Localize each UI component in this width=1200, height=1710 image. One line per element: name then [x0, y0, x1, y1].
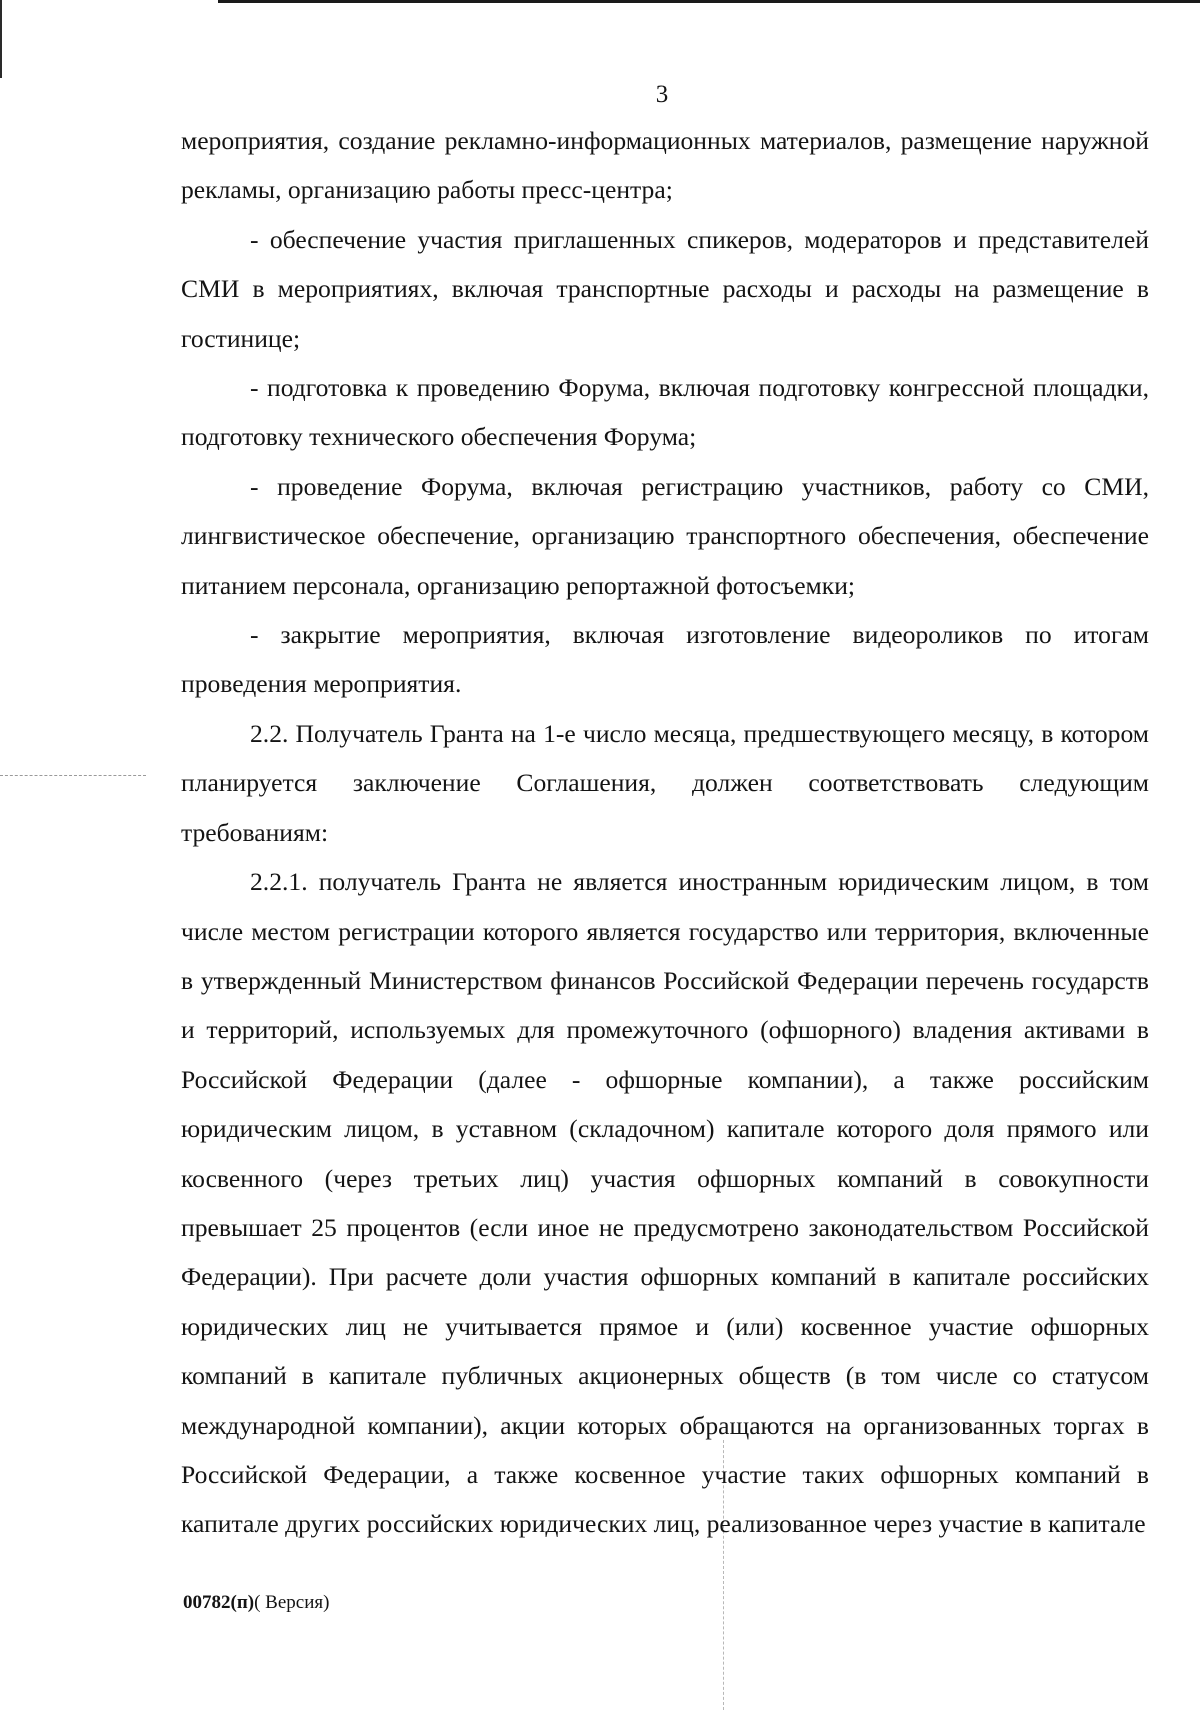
footer-code-number: 00782(п) [183, 1592, 255, 1613]
paragraph-4: - проведение Форума, включая регистрацию участников, работу со СМИ, лингвистическое обеспечение, организацию транспортного обеспечения, обеспечение питанием персонала, организацию репортажной фотосъемки; [181, 471, 1149, 600]
paragraph-7: 2.2.1. получатель Гранта не является иностранным юридическим лицом, в том числе местом регистрации которого является государство или территория, включенные в утвержденный Министерством финансов Российской Федерации перечень государств и территорий, используемых для промежуточного (офшорного) владения активами в Российской Федерации (далее - офшорные компании), а также российским юридическим лицом, в уставном (складочном) капитале которого доля прямого или косвенного (через третьих лиц) участия офшорных компаний в совокупности превышает 25 процентов (если иное не предусмотрено законодательством Российской Федерации). При расчете доли участия офшорных компаний в капитале российских юридических лиц не учитывается прямое и (или) косвенное участие офшорных компаний в капитале публичных акционерных обществ (в том числе со статусом международной компании), акции которых обращаются на организованных торгах в Российской Федерации, а также косвенное участие таких офшорных компаний в капитале других российских юридических лиц, реализованное через участие в капитале [181, 867, 1149, 1539]
paragraph-5: - закрытие мероприятия, включая изготовление видеороликов по итогам проведения мероприятия. [181, 620, 1149, 699]
paragraph-1: мероприятия, создание рекламно-информационных материалов, размещение наружной рекламы, организацию работы пресс-центра; [181, 126, 1149, 205]
paragraph-3: - подготовка к проведению Форума, включая подготовку конгрессной площадки, подготовку технического обеспечения Форума; [181, 373, 1149, 452]
footer-document-code [183, 1591, 329, 1615]
scan-left-edge [0, 0, 2, 78]
document-body [181, 116, 1149, 1549]
page-number: 3 [655, 81, 669, 108]
scan-top-rule [218, 0, 1200, 3]
paragraph-2: - обеспечение участия приглашенных спикеров, модераторов и представителей СМИ в мероприятиях, включая транспортные расходы и расходы на размещение в гостинице; [181, 224, 1149, 353]
scan-artifact-dots [0, 775, 146, 776]
footer-version-label: ( Версия) [254, 1592, 330, 1613]
paragraph-6: 2.2. Получатель Гранта на 1-е число месяца, предшествующего месяцу, в котором планируется заключение Соглашения, должен соответствовать следующим требованиям: [181, 718, 1149, 847]
